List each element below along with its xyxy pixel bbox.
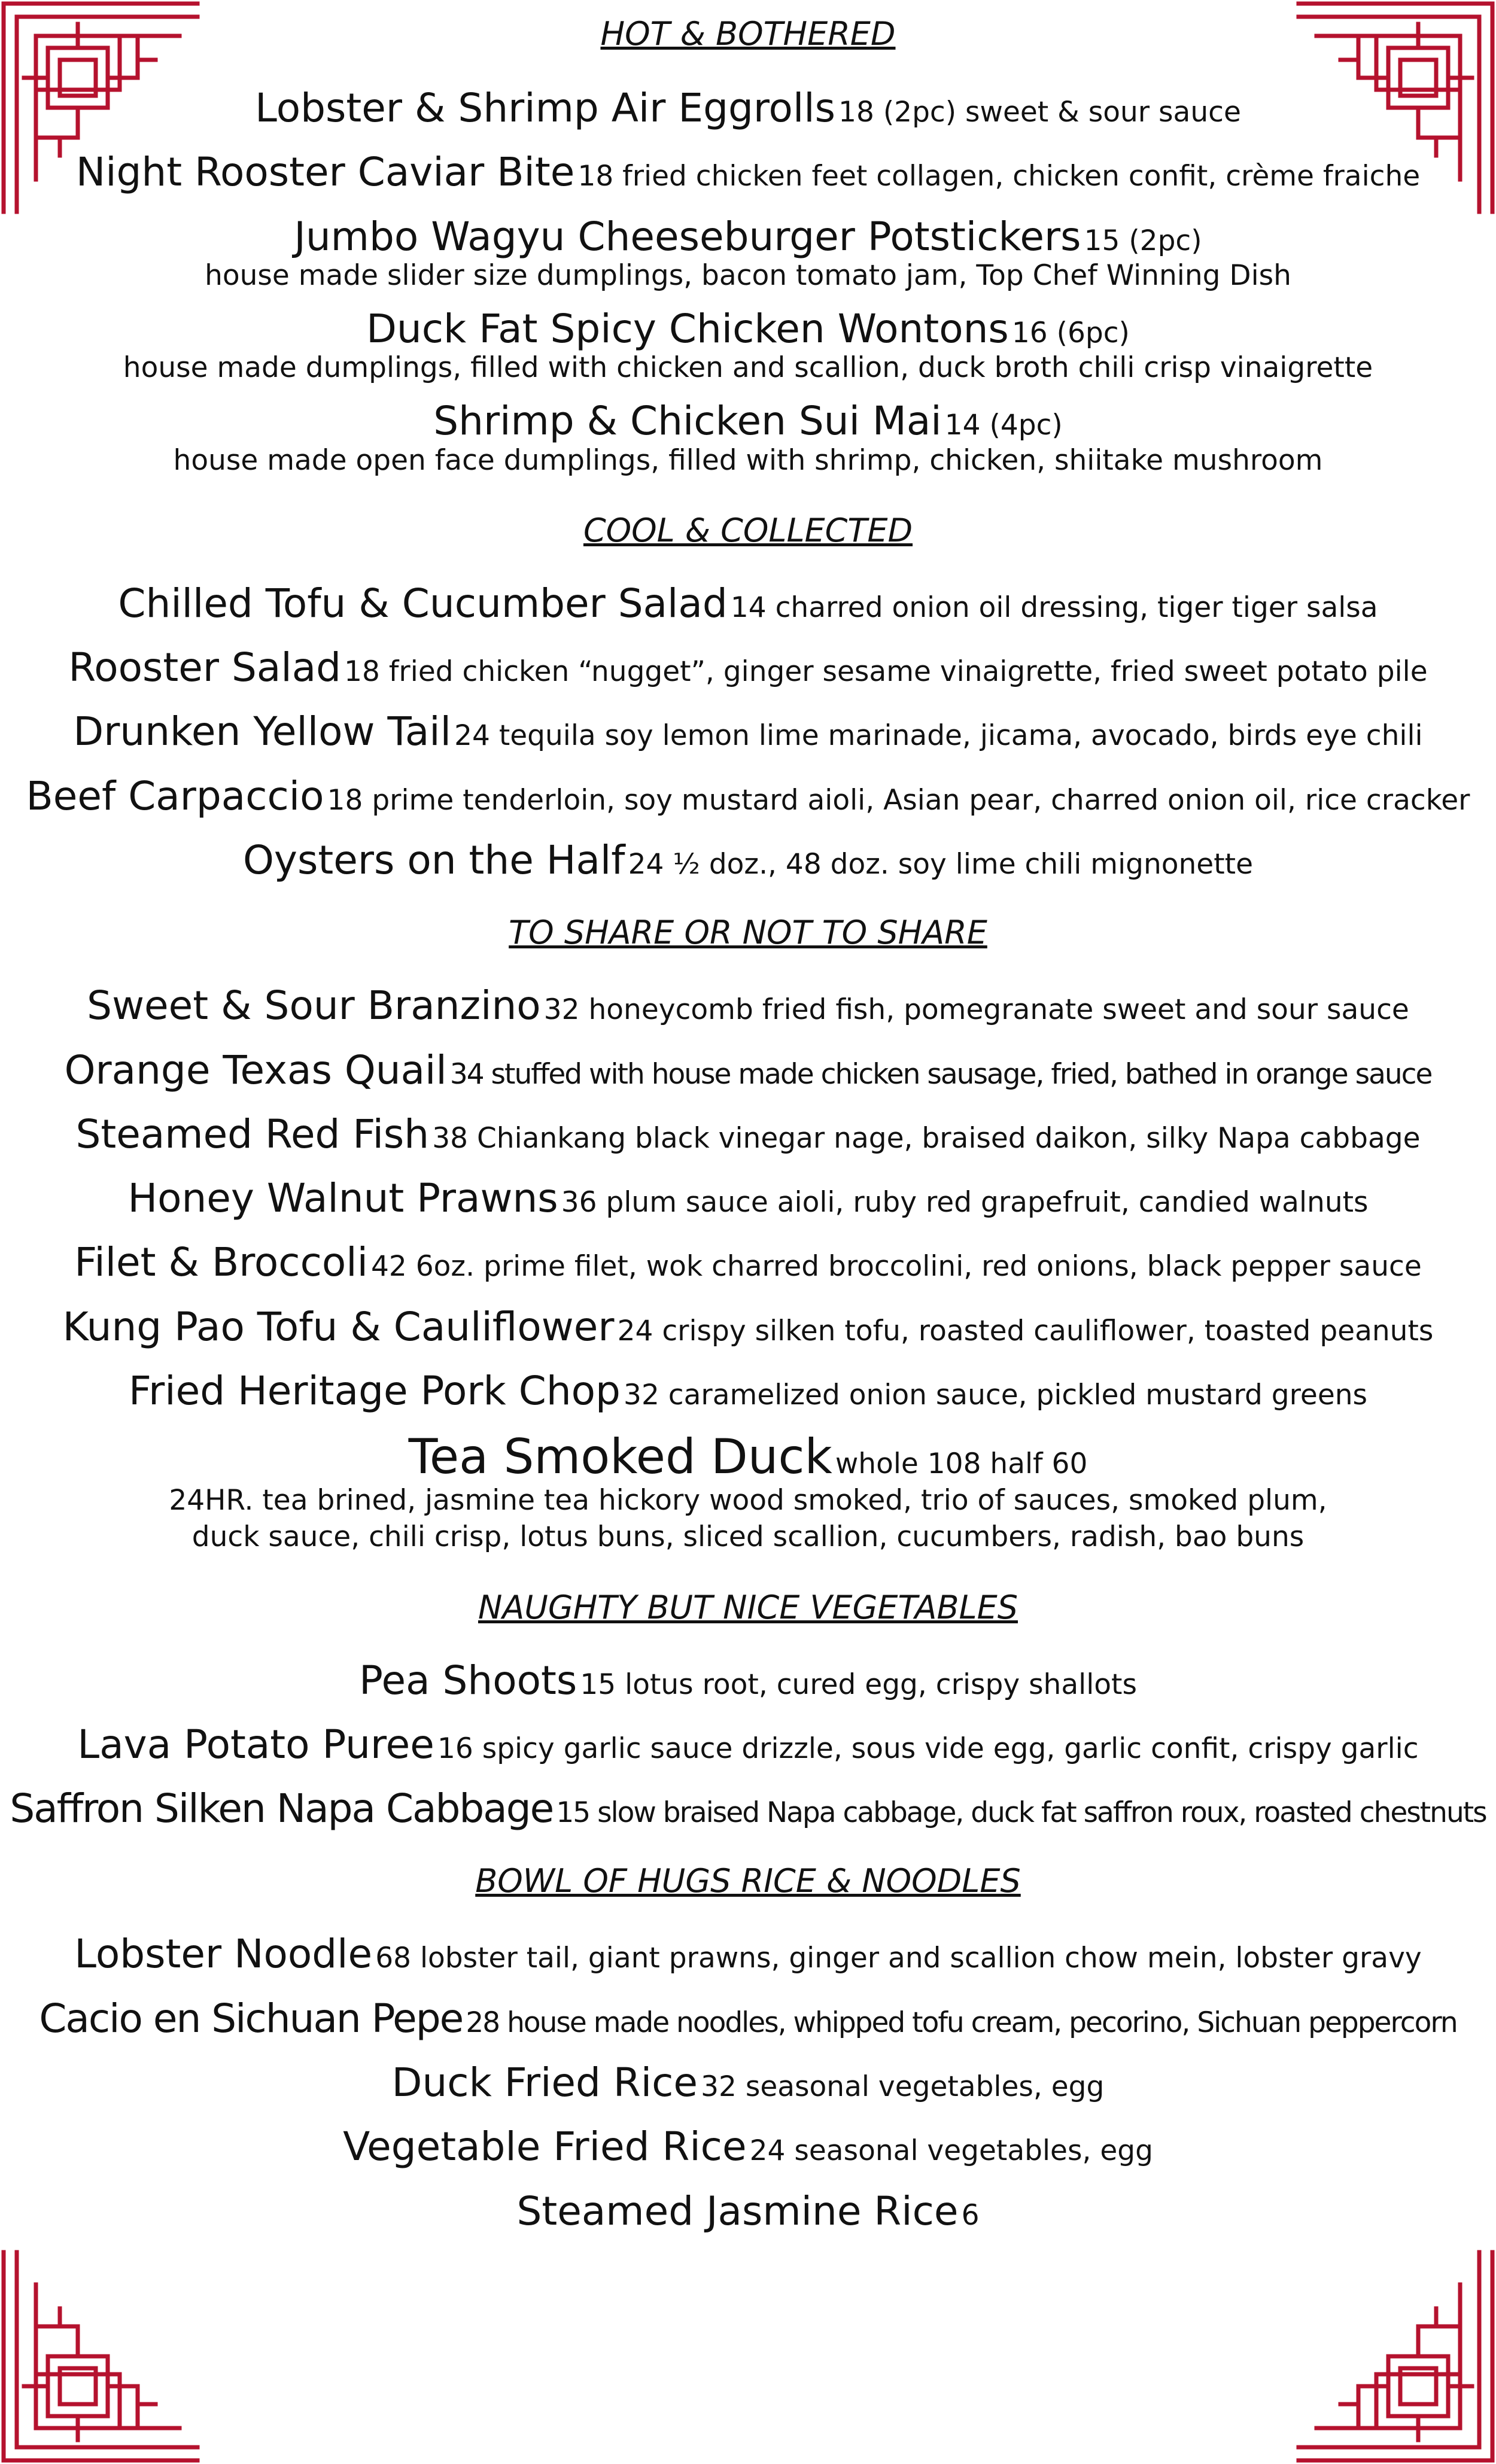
section-title: COOL & COLLECTED bbox=[583, 511, 913, 549]
item-detail: 36 plum sauce aioli, ruby red grapefruit, candied walnuts bbox=[561, 1186, 1369, 1219]
section-rice-and-noodles bbox=[0, 1862, 1496, 2234]
corner-ornament-bottom-left bbox=[0, 2249, 203, 2464]
section-title: HOT & BOTHERED bbox=[600, 15, 896, 53]
section-title: BOWL OF HUGS RICE & NOODLES bbox=[475, 1862, 1021, 1900]
item-name: Cacio en Sichuan Pepe bbox=[39, 1995, 463, 2042]
menu-item bbox=[0, 836, 1496, 883]
item-detail: 42 6oz. prime filet, wok charred broccolini, red onions, black pepper sauce bbox=[371, 1250, 1422, 1283]
item-name: Oysters on the Half bbox=[242, 836, 625, 883]
item-detail: 68 lobster tail, giant prawns, ginger and scallion chow mein, lobster gravy bbox=[375, 1942, 1422, 1975]
item-name: Duck Fried Rice bbox=[391, 2060, 698, 2106]
menu-item bbox=[0, 2188, 1496, 2234]
menu-item bbox=[0, 1175, 1496, 1222]
item-detail: 32 honeycomb fried fish, pomegranate sweet and sour sauce bbox=[543, 993, 1409, 1027]
item-name: Tea Smoked Duck bbox=[408, 1429, 832, 1485]
section-title: TO SHARE OR NOT TO SHARE bbox=[509, 914, 987, 952]
item-name: Orange Texas Quail bbox=[64, 1047, 447, 1093]
item-name: Lobster & Shrimp Air Eggrolls bbox=[255, 85, 835, 131]
item-name: Duck Fat Spicy Chicken Wontons bbox=[366, 305, 1009, 352]
item-name: Filet & Broccoli bbox=[74, 1239, 368, 1286]
item-name: Night Rooster Caviar Bite bbox=[75, 149, 575, 196]
menu-item bbox=[0, 149, 1496, 196]
item-name: Rooster Salad bbox=[68, 644, 342, 691]
item-name: Jumbo Wagyu Cheeseburger Potstickers bbox=[294, 213, 1081, 260]
item-name: Chilled Tofu & Cucumber Salad bbox=[118, 580, 728, 626]
item-description: house made slider size dumplings, bacon tomato jam, Top Chef Winning Dish bbox=[205, 258, 1291, 292]
item-detail: 18 (2pc) sweet & sour sauce bbox=[838, 96, 1241, 129]
menu-item bbox=[0, 2060, 1496, 2106]
item-description: 24HR. tea brined, jasmine tea hickory wood smoked, trio of sauces, smoked plum, bbox=[169, 1484, 1327, 1517]
item-description: house made open face dumplings, filled with shrimp, chicken, shiitake mushroom bbox=[173, 443, 1323, 477]
menu-item bbox=[0, 1995, 1496, 2042]
item-detail: 14 charred onion oil dressing, tiger tiger salsa bbox=[730, 591, 1378, 624]
item-name: Steamed Red Fish bbox=[75, 1111, 430, 1157]
item-name: Vegetable Fried Rice bbox=[343, 2124, 747, 2170]
item-description: house made dumplings, filled with chicken and scallion, duck broth chili crisp vinaigrette bbox=[123, 351, 1373, 385]
item-detail: 16 (6pc) bbox=[1011, 316, 1130, 349]
menu-item bbox=[0, 1657, 1496, 1703]
item-detail: 14 (4pc) bbox=[944, 409, 1063, 442]
menu-item bbox=[0, 2124, 1496, 2170]
menu-item bbox=[0, 644, 1496, 691]
menu-item bbox=[0, 1785, 1496, 1832]
menu-item bbox=[0, 1239, 1496, 1286]
item-detail: 16 spicy garlic sauce drizzle, sous vide egg, garlic confit, crispy garlic bbox=[437, 1732, 1419, 1765]
item-detail: 24 tequila soy lemon lime marinade, jicama, avocado, birds eye chili bbox=[454, 719, 1423, 753]
item-name: Lobster Noodle bbox=[74, 1931, 373, 1978]
item-detail: 18 fried chicken “nugget”, ginger sesame vinaigrette, fried sweet potato pile bbox=[344, 655, 1428, 689]
item-name: Honey Walnut Prawns bbox=[127, 1175, 558, 1222]
item-detail: 18 fried chicken feet collagen, chicken confit, crème fraiche bbox=[577, 160, 1421, 193]
menu-item bbox=[0, 580, 1496, 626]
item-detail: 24 seasonal vegetables, egg bbox=[749, 2134, 1153, 2168]
menu-item bbox=[0, 1111, 1496, 1157]
item-detail: 24 crispy silken tofu, roasted cauliflower, toasted peanuts bbox=[617, 1314, 1434, 1347]
item-name: Beef Carpaccio bbox=[26, 772, 324, 819]
menu-item bbox=[0, 772, 1496, 819]
item-name: Shrimp & Chicken Sui Mai bbox=[433, 398, 942, 445]
corner-ornament-bottom-right bbox=[1293, 2249, 1496, 2464]
item-detail: 15 (2pc) bbox=[1084, 224, 1202, 257]
item-name: Kung Pao Tofu & Cauliflower bbox=[62, 1303, 615, 1350]
item-detail: 32 seasonal vegetables, egg bbox=[701, 2070, 1105, 2103]
item-detail: 24 ½ doz., 48 doz. soy lime chili mignonette bbox=[628, 847, 1253, 881]
menu-item bbox=[0, 1429, 1496, 1485]
section-to-share bbox=[0, 914, 1496, 1555]
item-detail: 15 lotus root, cured egg, crispy shallots bbox=[580, 1668, 1137, 1701]
item-detail: 28 house made noodles, whipped tofu cream, pecorino, Sichuan peppercorn bbox=[466, 2006, 1457, 2039]
section-vegetables bbox=[0, 1588, 1496, 1832]
section-hot-and-bothered bbox=[0, 15, 1496, 479]
menu-item bbox=[0, 1931, 1496, 1978]
item-name: Sweet & Sour Branzino bbox=[87, 982, 541, 1029]
menu-item bbox=[0, 87, 1496, 129]
item-name: Saffron Silken Napa Cabbage bbox=[10, 1785, 554, 1832]
item-description: duck sauce, chili crisp, lotus buns, sliced scallion, cucumbers, radish, bao buns bbox=[191, 1520, 1305, 1554]
menu-item bbox=[0, 982, 1496, 1029]
menu-item bbox=[0, 1721, 1496, 1768]
item-name: Lava Potato Puree bbox=[77, 1721, 434, 1768]
item-detail: 32 caramelized onion sauce, pickled mustard greens bbox=[624, 1379, 1368, 1412]
item-detail: 34 stuffed with house made chicken sausage, fried, bathed in orange sauce bbox=[449, 1057, 1432, 1091]
item-detail: 18 prime tenderloin, soy mustard aioli, Asian pear, charred onion oil, rice cracker bbox=[327, 783, 1470, 817]
item-detail: 6 bbox=[961, 2198, 980, 2232]
item-name: Fried Heritage Pork Chop bbox=[128, 1368, 621, 1414]
menu-item bbox=[0, 708, 1496, 755]
item-name: Steamed Jasmine Rice bbox=[516, 2188, 959, 2234]
menu-item bbox=[0, 1303, 1496, 1350]
menu-item bbox=[0, 1370, 1496, 1412]
item-name: Drunken Yellow Tail bbox=[73, 708, 451, 755]
section-title: NAUGHTY BUT NICE VEGETABLES bbox=[478, 1588, 1018, 1626]
item-detail: 15 slow braised Napa cabbage, duck fat saffron roux, roasted chestnuts bbox=[556, 1796, 1486, 1830]
item-detail: whole 108 half 60 bbox=[835, 1447, 1088, 1481]
menu-item bbox=[0, 1047, 1496, 1093]
item-detail: 38 Chiankang black vinegar nage, braised daikon, silky Napa cabbage bbox=[432, 1121, 1421, 1155]
menu-item bbox=[0, 213, 1496, 260]
menu-item bbox=[0, 305, 1496, 352]
section-cool-and-collected bbox=[0, 511, 1496, 883]
item-name: Pea Shoots bbox=[359, 1657, 577, 1703]
menu-item bbox=[0, 398, 1496, 445]
